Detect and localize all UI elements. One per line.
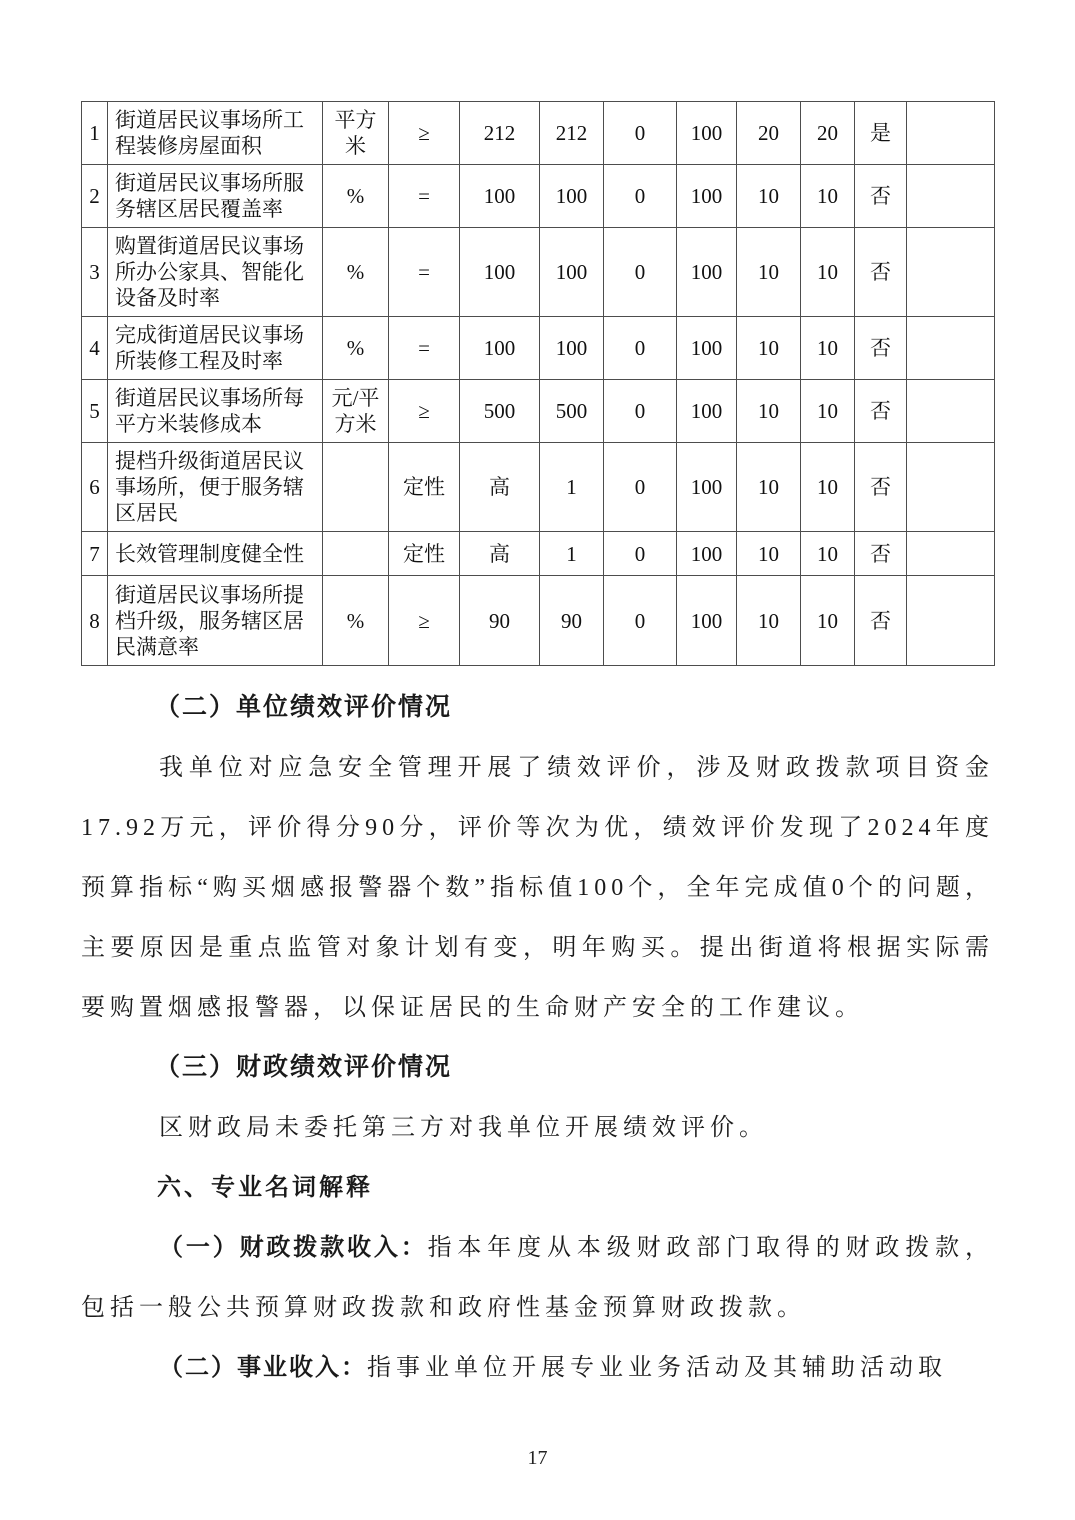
table-row bbox=[82, 228, 995, 317]
unit-cell: % bbox=[323, 165, 389, 228]
section-heading-terms: 六、专业名词解释 bbox=[157, 1174, 373, 1201]
completion-rate-cell: 100 bbox=[677, 102, 737, 165]
remark-cell bbox=[907, 228, 995, 317]
completion-rate-cell: 100 bbox=[677, 380, 737, 443]
deviation-value-cell: 0 bbox=[604, 317, 677, 380]
page-number: 17 bbox=[527, 1447, 548, 1469]
performance-indicator-table-body bbox=[82, 102, 995, 666]
row-number-cell: 4 bbox=[82, 317, 108, 380]
annual-target-value-cell: 100 bbox=[460, 317, 540, 380]
indicator-nature-cell: ≥ bbox=[389, 576, 460, 666]
remark-cell bbox=[907, 317, 995, 380]
indicator-name-cell: 长效管理制度健全性 bbox=[108, 532, 323, 576]
weight-cell: 20 bbox=[737, 102, 801, 165]
indicator-nature-cell: = bbox=[389, 165, 460, 228]
completed-value-cell: 212 bbox=[540, 102, 604, 165]
unit-cell: % bbox=[323, 228, 389, 317]
weight-cell: 10 bbox=[737, 576, 801, 666]
core-indicator-cell: 否 bbox=[855, 380, 907, 443]
annual-target-value-cell: 高 bbox=[460, 443, 540, 532]
deviation-value-cell: 0 bbox=[604, 165, 677, 228]
section-heading-unit-evaluation: （二）单位绩效评价情况 bbox=[155, 694, 453, 721]
indicator-nature-cell: ≥ bbox=[389, 102, 460, 165]
score-cell: 10 bbox=[801, 317, 855, 380]
table-row bbox=[82, 380, 995, 443]
score-cell: 10 bbox=[801, 532, 855, 576]
weight-cell: 10 bbox=[737, 317, 801, 380]
paragraph-term-operating-income bbox=[81, 1338, 994, 1398]
table-row bbox=[82, 165, 995, 228]
core-indicator-cell: 是 bbox=[855, 102, 907, 165]
table-row bbox=[82, 102, 995, 165]
row-number-cell: 1 bbox=[82, 102, 108, 165]
weight-cell: 10 bbox=[737, 443, 801, 532]
annual-target-value-cell: 500 bbox=[460, 380, 540, 443]
completion-rate-cell: 100 bbox=[677, 576, 737, 666]
indicator-nature-cell: 定性 bbox=[389, 532, 460, 576]
completion-rate-cell: 100 bbox=[677, 443, 737, 532]
core-indicator-cell: 否 bbox=[855, 317, 907, 380]
paragraph-fiscal-evaluation: 区财政局未委托第三方对我单位开展绩效评价。 bbox=[159, 1115, 768, 1141]
annual-target-value-cell: 高 bbox=[460, 532, 540, 576]
weight-cell: 10 bbox=[737, 228, 801, 317]
indicator-nature-cell: = bbox=[389, 317, 460, 380]
indicator-name-cell: 街道居民议事场所工程装修房屋面积 bbox=[108, 102, 323, 165]
term-text-fiscal-appropriation: 指本年度从本级财政部门取得的财政拨款，包括一般公共预算财政拨款和政府性基金预算财政拨款。 bbox=[81, 1235, 995, 1321]
deviation-value-cell: 0 bbox=[604, 576, 677, 666]
completion-rate-cell: 100 bbox=[677, 165, 737, 228]
core-indicator-cell: 否 bbox=[855, 228, 907, 317]
completion-rate-cell: 100 bbox=[677, 228, 737, 317]
deviation-value-cell: 0 bbox=[604, 380, 677, 443]
core-indicator-cell: 否 bbox=[855, 576, 907, 666]
core-indicator-cell: 否 bbox=[855, 532, 907, 576]
remark-cell bbox=[907, 443, 995, 532]
weight-cell: 10 bbox=[737, 532, 801, 576]
score-cell: 10 bbox=[801, 576, 855, 666]
performance-indicator-table bbox=[81, 101, 995, 666]
unit-cell: 平方米 bbox=[323, 102, 389, 165]
paragraph-term-fiscal-appropriation bbox=[81, 1218, 994, 1338]
remark-cell bbox=[907, 102, 995, 165]
remark-cell bbox=[907, 165, 995, 228]
completion-rate-cell: 100 bbox=[677, 532, 737, 576]
row-number-cell: 8 bbox=[82, 576, 108, 666]
row-number-cell: 3 bbox=[82, 228, 108, 317]
unit-cell bbox=[323, 532, 389, 576]
unit-cell: % bbox=[323, 576, 389, 666]
completed-value-cell: 1 bbox=[540, 443, 604, 532]
score-cell: 10 bbox=[801, 165, 855, 228]
weight-cell: 10 bbox=[737, 165, 801, 228]
indicator-name-cell: 购置街道居民议事场所办公家具、智能化设备及时率 bbox=[108, 228, 323, 317]
annual-target-value-cell: 212 bbox=[460, 102, 540, 165]
completed-value-cell: 1 bbox=[540, 532, 604, 576]
remark-cell bbox=[907, 576, 995, 666]
term-lead-fiscal-appropriation: （一）财政拨款收入： bbox=[159, 1235, 428, 1261]
annual-target-value-cell: 100 bbox=[460, 228, 540, 317]
annual-target-value-cell: 90 bbox=[460, 576, 540, 666]
completed-value-cell: 100 bbox=[540, 165, 604, 228]
table-row bbox=[82, 443, 995, 532]
score-cell: 10 bbox=[801, 443, 855, 532]
row-number-cell: 7 bbox=[82, 532, 108, 576]
row-number-cell: 2 bbox=[82, 165, 108, 228]
completed-value-cell: 100 bbox=[540, 228, 604, 317]
deviation-value-cell: 0 bbox=[604, 228, 677, 317]
table-row bbox=[82, 317, 995, 380]
table-row bbox=[82, 576, 995, 666]
completed-value-cell: 100 bbox=[540, 317, 604, 380]
page-footer bbox=[0, 1447, 1075, 1470]
section-heading-fiscal-evaluation: （三）财政绩效评价情况 bbox=[155, 1054, 453, 1081]
indicator-nature-cell: ≥ bbox=[389, 380, 460, 443]
indicator-nature-cell: = bbox=[389, 228, 460, 317]
indicator-nature-cell: 定性 bbox=[389, 443, 460, 532]
core-indicator-cell: 否 bbox=[855, 443, 907, 532]
core-indicator-cell: 否 bbox=[855, 165, 907, 228]
deviation-value-cell: 0 bbox=[604, 532, 677, 576]
unit-cell: 元/平方米 bbox=[323, 380, 389, 443]
deviation-value-cell: 0 bbox=[604, 102, 677, 165]
weight-cell: 10 bbox=[737, 380, 801, 443]
remark-cell bbox=[907, 532, 995, 576]
indicator-name-cell: 完成街道居民议事场所装修工程及时率 bbox=[108, 317, 323, 380]
deviation-value-cell: 0 bbox=[604, 443, 677, 532]
annual-target-value-cell: 100 bbox=[460, 165, 540, 228]
remark-cell bbox=[907, 380, 995, 443]
row-number-cell: 6 bbox=[82, 443, 108, 532]
indicator-name-cell: 提档升级街道居民议事场所，便于服务辖区居民 bbox=[108, 443, 323, 532]
unit-cell: % bbox=[323, 317, 389, 380]
completed-value-cell: 90 bbox=[540, 576, 604, 666]
term-lead-operating-income: （二）事业收入： bbox=[159, 1355, 367, 1381]
term-text-operating-income: 指事业单位开展专业业务活动及其辅助活动取 bbox=[367, 1355, 947, 1381]
score-cell: 20 bbox=[801, 102, 855, 165]
unit-cell bbox=[323, 443, 389, 532]
completion-rate-cell: 100 bbox=[677, 317, 737, 380]
row-number-cell: 5 bbox=[82, 380, 108, 443]
score-cell: 10 bbox=[801, 228, 855, 317]
indicator-name-cell: 街道居民议事场所服务辖区居民覆盖率 bbox=[108, 165, 323, 228]
score-cell: 10 bbox=[801, 380, 855, 443]
paragraph-unit-evaluation: 我单位对应急安全管理开展了绩效评价，涉及财政拨款项目资金17.92万元，评价得分90分，评价等次为优，绩效评价发现了2024年度预算指标“购买烟感报警器个数”指标值100个，全年完成值0个的问题，主要原因是重点监管对象计划有变，明年购买。提出街道将根据实际需要购置烟感报警器，以保证居民的生命财产安全的工作建议。 bbox=[81, 755, 994, 1021]
indicator-name-cell: 街道居民议事场所提档升级，服务辖区居民满意率 bbox=[108, 576, 323, 666]
table-row bbox=[82, 532, 995, 576]
indicator-name-cell: 街道居民议事场所每平方米装修成本 bbox=[108, 380, 323, 443]
completed-value-cell: 500 bbox=[540, 380, 604, 443]
